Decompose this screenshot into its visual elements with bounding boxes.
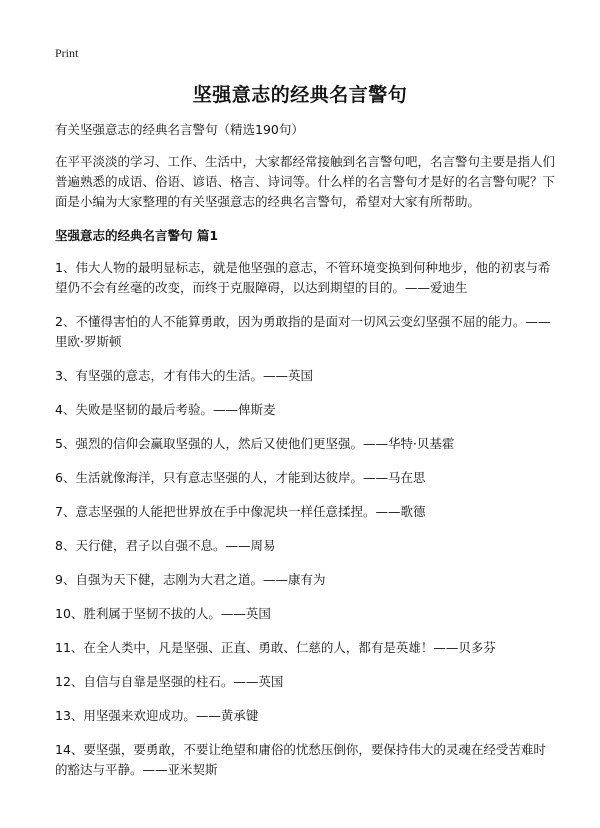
quote-item: 5、强烈的信仰会赢取坚强的人，然后又使他们更坚强。——华特·贝基霍 bbox=[55, 436, 455, 451]
quote-item: 4、失败是坚韧的最后考验。——俾斯麦 bbox=[55, 402, 276, 417]
quote-item: 3、有坚强的意志，才有伟大的生活。——英国 bbox=[55, 368, 313, 383]
quote-item: 1、伟大人物的最明显标志，就是他坚强的意志，不管环境变换到何种地步，他的初衷与希望仍不会有丝毫的改变，而终于克服障碍，以达到期望的目的。——爱迪生 bbox=[55, 260, 551, 295]
quote-item: 2、不懂得害怕的人不能算勇敢，因为勇敢指的是面对一切风云变幻坚强不屈的能力。——里欧·罗斯顿 bbox=[55, 314, 551, 349]
quote-item: 9、自强为天下健，志刚为大君之道。——康有为 bbox=[55, 572, 326, 587]
quote-item: 8、天行健，君子以自强不息。——周易 bbox=[55, 538, 276, 553]
article-intro: 在平平淡淡的学习、工作、生活中，大家都经常接触到名言警句吧，名言警句主要是指人们普遍熟悉的成语、俗语、谚语、格言、诗词等。什么样的名言警句才是好的名言警句呢？下面是小编为大家整理的有关坚强意志的经典名言警句，希望对大家有所帮助。 bbox=[55, 154, 556, 209]
article-subtitle: 有关坚强意志的经典名言警句（精选190句） bbox=[55, 122, 304, 137]
section-heading: 坚强意志的经典名言警句 篇1 bbox=[55, 228, 219, 243]
article-body bbox=[55, 120, 555, 794]
print-link[interactable]: Print bbox=[55, 46, 79, 60]
quote-item: 11、在全人类中，凡是坚强、正直、勇敢、仁慈的人，都有是英雄！——贝多芬 bbox=[55, 640, 496, 655]
quote-item: 6、生活就像海洋，只有意志坚强的人，才能到达彼岸。——马在思 bbox=[55, 470, 426, 485]
page-title: 坚强意志的经典名言警句 bbox=[192, 84, 408, 106]
quote-item: 7、意志坚强的人能把世界放在手中像泥块一样任意揉捏。——歌德 bbox=[55, 504, 426, 519]
quote-item: 14、要坚强，要勇敢，不要让绝望和庸俗的忧愁压倒你，要保持伟大的灵魂在经受苦难时的豁达与平静。——亚米契斯 bbox=[55, 742, 546, 777]
quote-item: 10、胜利属于坚韧不拔的人。——英国 bbox=[55, 606, 271, 621]
quote-item: 13、用坚强来欢迎成功。——黄承键 bbox=[55, 708, 259, 723]
quote-item: 12、自信与自靠是坚强的柱石。——英国 bbox=[55, 674, 284, 689]
